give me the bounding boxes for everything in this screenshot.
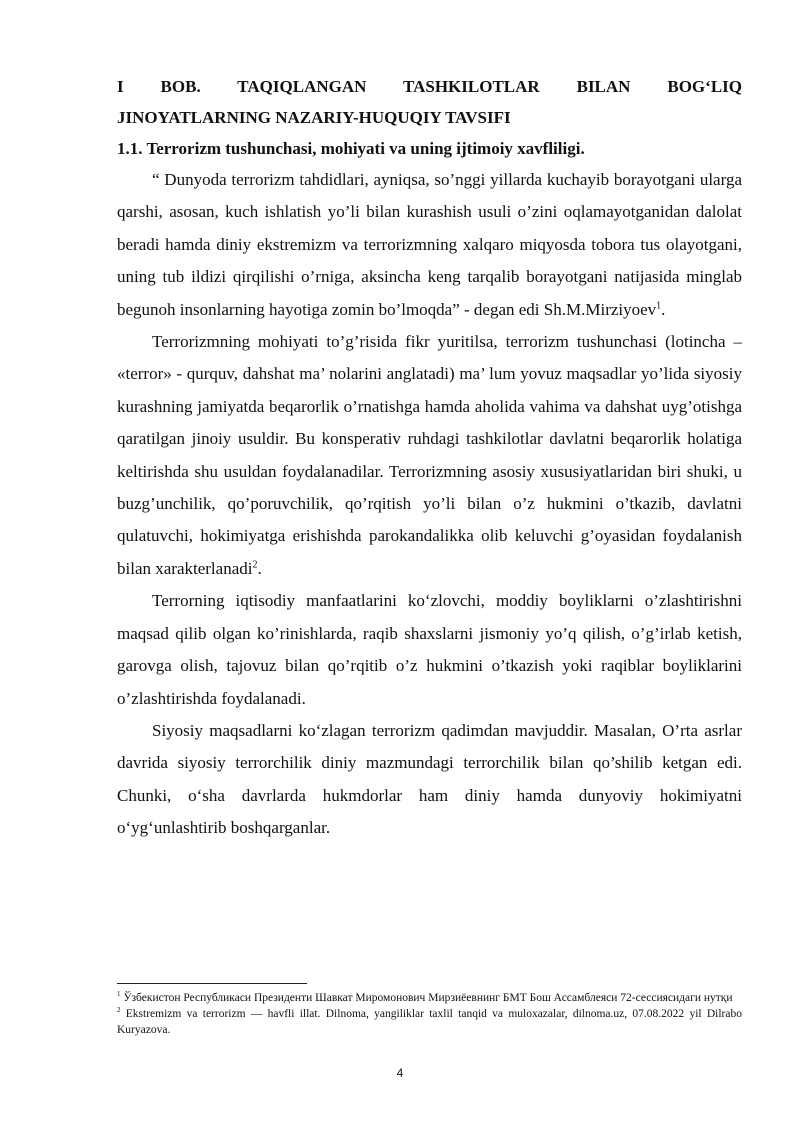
chapter-heading-line1: I BOB. TAQIQLANGAN TASHKILOTLAR BILAN BOG‘LIQ bbox=[117, 77, 742, 96]
page-body bbox=[117, 71, 742, 845]
footnote-divider bbox=[117, 983, 307, 984]
chapter-heading-line2: JINOYATLARNING NAZARIY-HUQUQIY TAVSIFI bbox=[117, 108, 511, 127]
footnote-1-text: Ўзбекистон Республикаси Президенти Шавкат Миромонович Мирзиёевнинг БМТ Бош Ассамблеяси 72-сессиясидаги нутқи bbox=[123, 992, 733, 1004]
footnote-2-text: Ekstremizm va terrorizm — havfli illat. Dilnoma, yangiliklar taxlil tanqid va muloxazalar, dilnoma.uz, 07.08.2022 yil Dilrabo Kuryazova. bbox=[117, 1008, 742, 1036]
paragraph-1: “ Dunyoda terrorizm tahdidlari, ayniqsa, so’nggi yillarda kuchayib borayotgani ularga qarshi, asosan, kuch ishlatish yo’li bilan kurashish usuli o’zini oqlamayotganidan dalolat beradi hamda diniy ekstremizm va terrorizmning xalqaro miqyosda tobora tus olayotgani, uning tub ildizi qirqilishi o’rniga, aksincha keng tarqalib borayotgani natijasida minglab begunoh insonlarning hayotiga zomin bo’lmoqda” - degan edi Sh.M.Mirziyoev$^1$. bbox=[117, 170, 742, 319]
footnote-ref-2[interactable]: 2 bbox=[252, 559, 258, 571]
footnote-1-number: 1 bbox=[117, 990, 121, 999]
section-heading: 1.1. Terrorizm tushunchasi, mohiyati va uning ijtimoiy xavfliligi. bbox=[117, 139, 585, 158]
chapter-heading bbox=[117, 71, 742, 133]
paragraph-4-text: Siyosiy maqsadlarni ko‘zlagan terrorizm qadimdan mavjuddir. Masalan, O’rta asrlar davrida siyosiy terrorchilik diniy mazmundagi terrorchilik bilan qo’shilib ketgan edi. Chunki, o‘sha davrlarda hukmdorlar ham diniy hamda dunyoviy hokimiyatni o‘yg‘unlashtirib boshqarganlar bbox=[117, 720, 742, 838]
footnotes bbox=[117, 983, 742, 1038]
footnote-2 bbox=[117, 1006, 742, 1038]
paragraph-2-text: Terrorizmning mohiyati to’g’risida fikr yuritilsa, terrorizm tushunchasi (lotincha – «terror» - qurquv, dahshat ma’ nolarini anglatadi) ma’ lum yovuz maqsadlar yo’lida siyosiy kurashning jamiyatda beqarorlik o’rnatishga hamda aholida vahima va dahshat uyg’otishga qaratilgan jinoiy usuldir. Bu konsperativ ruhdagi tashkilotlar davlatni beqarorlik holatiga keltirishda shu usuldan foydalanadilar. Terrorizmning asosiy xususiyatlaridan biri shuki, u buzg’unchilik, qo’poruvchilik, qo’rqitish yo’li bilan o’z hukmini o’tkazib, davlatni qulatuvchi, hokimiyatga erishishda parokandalikka olib keluvchi g’oyasidan foydalanish bilan xarakterlanadi bbox=[117, 332, 742, 578]
paragraph-1-text: “ Dunyoda terrorizm tahdidlari, ayniqsa, so’nggi yillarda kuchayib borayotgani ularga qarshi, asosan, kuch ishlatish yo’li bilan kurashish usuli o’zini oqlamayotganidan dalolat beradi hamda diniy ekstremizm va terrorizmning xalqaro miqyosda tobora tus olayotgani, uning tub ildizi qirqilishi o’rniga, aksincha keng tarqalib borayotgani natijasida minglab begunoh insonlarning hayotiga zomin bo’lmoqda” - degan edi Sh.M.Mirziyoev bbox=[117, 170, 742, 319]
paragraph-2: Terrorizmning mohiyati to’g’risida fikr yuritilsa, terrorizm tushunchasi (lotincha – «terror» - qurquv, dahshat ma’ nolarini anglatadi) ma’ lum yovuz maqsadlar yo’lida siyosiy kurashning jamiyatda beqarorlik o’rnatishga hamda aholida vahima va dahshat uyg’otishga qaratilgan jinoiy usuldir. Bu konsperativ ruhdagi tashkilotlar davlatni beqarorlik holatiga keltirishda shu usuldan foydalanadilar. Terrorizmning asosiy xususiyatlaridan biri shuki, u buzg’unchilik, qo’poruvchilik, qo’rqitish yo’li bilan o’z hukmini o’tkazib, davlatni qulatuvchi, hokimiyatga erishishda parokandalikka olib keluvchi g’oyasidan foydalanish bilan xarakterlanadi$^2$. bbox=[117, 332, 742, 578]
footnote-2-number: 2 bbox=[117, 1006, 121, 1015]
paragraph-4: Siyosiy maqsadlarni ko‘zlagan terrorizm qadimdan mavjuddir. Masalan, O’rta asrlar davrida siyosiy terrorchilik diniy mazmundagi terrorchilik bilan qo’shilib ketgan edi. Chunki, o‘sha davrlarda hukmdorlar ham diniy hamda dunyoviy hokimiyatni o‘yg‘unlashtirib boshqarganlar. bbox=[117, 720, 742, 838]
footnote-ref-1[interactable]: 1 bbox=[656, 299, 662, 311]
footnote-1 bbox=[117, 990, 742, 1006]
page-number: 4 bbox=[396, 1066, 404, 1080]
paragraph-3: Terrorning iqtisodiy manfaatlarini ko‘zlovchi, moddiy boyliklarni o’zlashtirishni maqsad qilib olgan ko’rinishlarda, raqib shaxslarni jismoniy yo’q qilish, o’g’irlab ketish, garovga olish, tajovuz bilan qo’rqitib o’z hukmini o’tkazish yoki raqiblar boyliklarini o’zlashtirishda foydalanadi. bbox=[117, 591, 742, 708]
